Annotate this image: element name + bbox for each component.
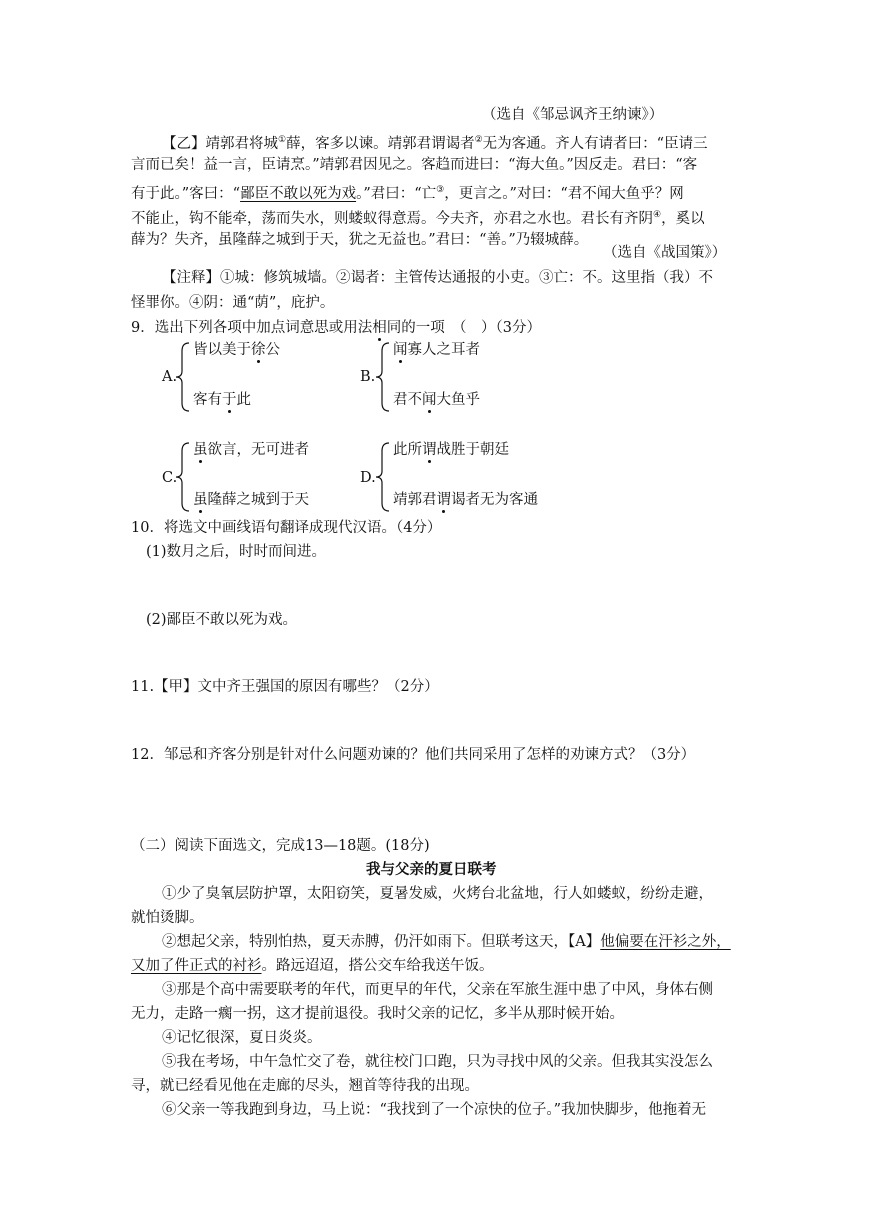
passage-b-line-2: 言而已矣！益一言，臣请烹。”靖郭君因见之。客趋而进曰：“海大鱼。”因反走。君曰：“客 [131, 157, 698, 173]
marker-a: 【A】 [568, 934, 601, 950]
essay-p6-line-1: ⑥父亲一等我跑到身边，马上说：“我找到了一个凉快的位子。”我加快脚步，他拖着无 [162, 1102, 707, 1118]
passage-b-line-3 [131, 180, 684, 204]
text: 此所 [393, 442, 422, 458]
brace-icon [375, 441, 391, 513]
underlined-sentence: 又加了件正式的衬衫 [131, 958, 262, 974]
underlined-sentence: 鄙臣不敢以死为戏 [240, 185, 357, 202]
dotted-char: 虽 [193, 442, 208, 458]
text: 靖郭君 [393, 492, 437, 508]
text: 同的一项 （ ）（3分） [386, 320, 541, 336]
text: 薛，客多以谏。靖郭君谓谒者 [286, 135, 475, 152]
text: 客有 [193, 392, 222, 408]
footnote-mark: ② [474, 135, 483, 145]
footnote-mark: ① [278, 135, 287, 145]
text: 9．选出下列各项中加点词意思或用法 [131, 320, 373, 336]
dotted-char: 谓 [436, 492, 451, 508]
question-10-stem: 10．将选文中画线语句翻译成现代汉语。（4分） [131, 520, 442, 536]
option-b-top [393, 340, 480, 360]
source-passage-b: （选自《战国策》） [603, 245, 727, 261]
text: 大鱼乎 [436, 392, 480, 408]
option-a-top [193, 340, 280, 360]
dotted-char: 虽 [193, 492, 208, 508]
passage-b-line-5: 薛为？失齐，虽隆薛之城到于天，犹之无益也。”君曰：“善。”乃辍城薛。 [131, 232, 589, 248]
footnote-mark: ④ [653, 210, 662, 220]
question-11: 11.【甲】文中齐王强国的原因有哪些？（2分） [131, 679, 439, 695]
dotted-char: 谓 [422, 442, 437, 458]
essay-p1-line-1: ①少了臭氧层防护罩，太阳窃笑，夏暑发威，火烤台北盆地，行人如蝼蚁，纷纷走避， [162, 886, 713, 902]
text: 寡人之耳者 [407, 342, 480, 358]
notes-line-2: 怪罪你。④阴：通“荫”，庇护。 [131, 295, 335, 311]
option-c-top [193, 440, 309, 460]
essay-p1-line-2: 就怕烫脚。 [131, 910, 204, 926]
footnote-mark: ③ [436, 185, 445, 195]
option-d-top [393, 440, 509, 460]
question-12: 12．邹忌和齐客分别是针对什么问题劝谏的？他们共同采用了怎样的劝谏方式？（3分） [131, 747, 696, 763]
text: 不能止，钩不能牵，荡而失水，则蝼蚁得意焉。今夫齐，亦君之水也。君长有齐阴 [131, 210, 653, 227]
dotted-char: 闻 [393, 342, 408, 358]
brace-icon [175, 341, 191, 413]
option-label: C. [162, 470, 178, 486]
dotted-char: 相 [372, 320, 387, 336]
text: 君不 [393, 392, 422, 408]
essay-p4: ④记忆很深，夏日炎炎。 [162, 1030, 322, 1046]
text: 此 [236, 392, 251, 408]
essay-p3-line-2: 无力，走路一瘸一拐，这才提前退役。我时父亲的记忆，多半从那时候开始。 [131, 1006, 624, 1022]
option-c-bottom [193, 490, 309, 510]
essay-p5-line-1: ⑤我在考场，中午急忙交了卷，就往校门口跑，只为寻找中风的父亲。但我其实没怎么 [162, 1054, 713, 1070]
essay-p5-line-2: 寻，就已经看见他在走廊的尽头，翘首等待我的出现。 [131, 1078, 479, 1094]
text: 【乙】靖郭君将城 [162, 135, 278, 152]
essay-p2-line-1 [162, 932, 731, 952]
text: ，奚以 [661, 210, 705, 227]
text: 欲言，无可进者 [207, 442, 309, 458]
text: 皆以美于 [193, 342, 251, 358]
essay-title: 我与父亲的夏日联考 [366, 861, 497, 878]
brace-icon [175, 441, 191, 513]
notes-line-1: 【注释】①城：修筑城墙。②谒者：主管传达通报的小吏。③亡：不。这里指（我）不 [162, 270, 713, 286]
text: 隆薛之城到于天 [207, 492, 309, 508]
text: 无为客通。齐人有请者曰：“臣请三 [482, 135, 708, 152]
dotted-char: 闻 [422, 392, 437, 408]
essay-p3-line-1: ③那是个高中需要联考的年代，而更早的年代，父亲在军旅生涯中患了中风，身体右侧 [162, 982, 713, 998]
option-b-bottom [393, 390, 480, 410]
text: 有于此。”客曰：“ [131, 185, 241, 202]
text: ，更言之。”对曰：“君不闻大鱼乎？网 [444, 185, 684, 202]
underlined-sentence: 他偏要在汗衫之外， [600, 934, 731, 950]
option-label: A. [162, 369, 178, 385]
text: 。”君曰：“亡 [356, 185, 437, 202]
text: ②想起父亲，特别怕热，夏天赤膊，仍汗如雨下。但联考这天， [162, 934, 568, 950]
option-label: D. [360, 470, 376, 486]
text: 战胜于朝廷 [436, 442, 509, 458]
brace-icon [375, 341, 391, 413]
option-a-bottom [193, 390, 251, 410]
option-d-bottom [393, 490, 538, 510]
source-passage-a: （选自《邹忌讽齐王纳谏》） [482, 107, 664, 123]
passage-b-line-1 [162, 130, 708, 154]
dotted-char: 于 [222, 392, 237, 408]
text: 谒者无为客通 [451, 492, 538, 508]
essay-p2-line-2 [131, 956, 494, 976]
question-10-sentence-1: (1)数月之后，时时而间进。 [146, 544, 327, 560]
option-label: B. [360, 369, 376, 385]
section-2-heading: （二）阅读下面选文，完成13—18题。(18分) [131, 838, 430, 854]
passage-b-line-4 [131, 205, 705, 229]
dotted-char: 徐 [251, 342, 266, 358]
text: 。路远迢迢，搭公交车给我送午饭。 [261, 958, 494, 974]
question-10-sentence-2: (2)鄙臣不敢以死为戏。 [146, 612, 298, 628]
question-9-stem [131, 318, 541, 338]
text: 公 [265, 342, 280, 358]
